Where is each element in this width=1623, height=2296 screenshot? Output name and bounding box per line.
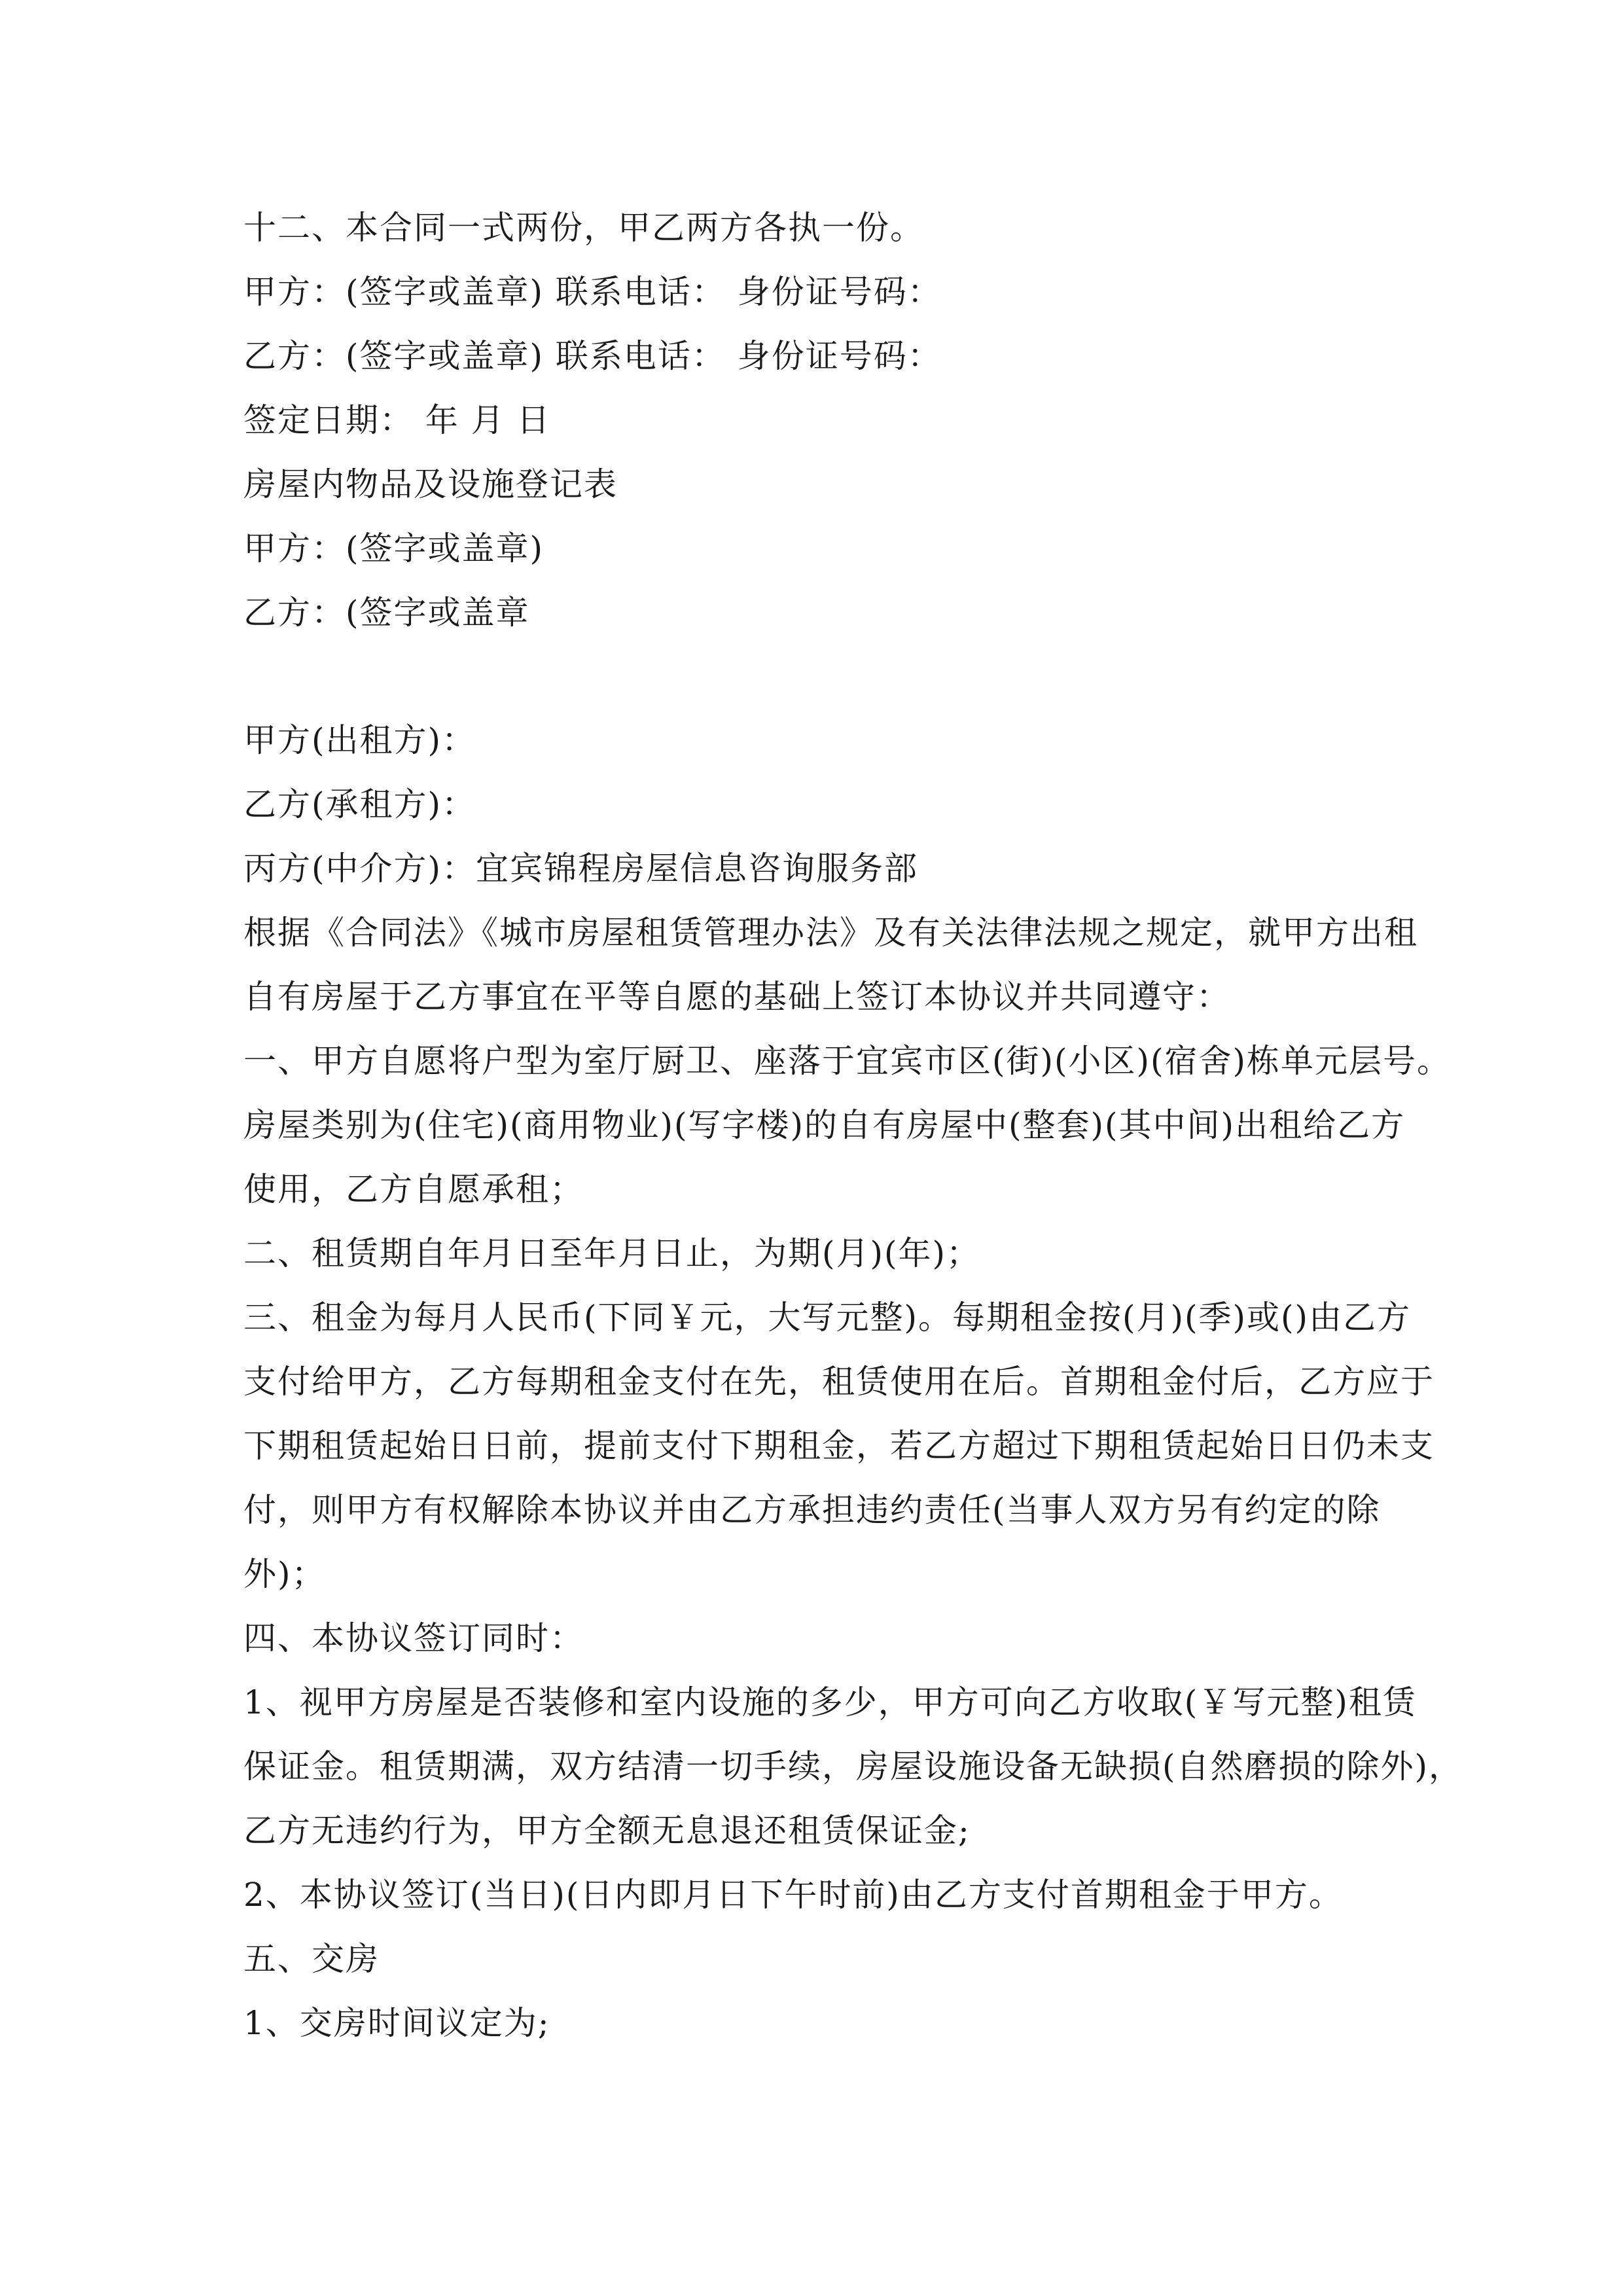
clause-4-1-line-1: 1、视甲方房屋是否装修和室内设施的多少，甲方可向乙方收取(￥写元整)租赁 <box>243 1683 1417 1721</box>
clause-4-2: 2、本协议签订(当日)(日内即月日下午时前)由乙方支付首期租金于甲方。 <box>243 1876 1343 1914</box>
clause-3-line-2: 支付给甲方，乙方每期租金支付在先，租赁使用在后。首期租金付后，乙方应于 <box>243 1363 1435 1401</box>
clause-3-line-3: 下期租赁起始日日前，提前支付下期租金，若乙方超过下期租赁起始日日仍未支 <box>243 1427 1435 1465</box>
clause-5-heading: 五、交房 <box>243 1940 380 1978</box>
agent-line: 丙方(中介方)：宜宾锦程房屋信息咨询服务部 <box>243 850 919 888</box>
closing-clause: 十二、本合同一式两份，甲乙两方各执一份。 <box>243 209 924 247</box>
inventory-party-b-signature: 乙方：(签字或盖章 <box>243 594 530 632</box>
lessor-line: 甲方(出租方)： <box>243 721 476 759</box>
clause-1-line-3: 使用，乙方自愿承租； <box>243 1170 584 1208</box>
clause-3-line-1: 三、租金为每月人民币(下同￥元，大写元整)。每期租金按(月)(季)或()由乙方 <box>243 1299 1412 1336</box>
preamble-line-2: 自有房屋于乙方事宜在平等自愿的基础上签订本协议并共同遵守： <box>243 978 1230 1016</box>
lessee-line: 乙方(承租方)： <box>243 785 476 823</box>
inventory-party-a-signature: 甲方：(签字或盖章) <box>243 529 544 567</box>
signing-date-line: 签定日期： 年 月 日 <box>243 401 551 439</box>
clause-5-1: 1、交房时间议定为; <box>243 2004 550 2042</box>
clause-1-line-2: 房屋类别为(住宅)(商用物业)(写字楼)的自有房屋中(整套)(其中间)出租给乙方 <box>243 1106 1406 1144</box>
clause-4-heading: 四、本协议签订同时： <box>243 1619 584 1657</box>
clause-1-line-1: 一、甲方自愿将户型为室厅厨卫、座落于宜宾市区(街)(小区)(宿舍)栋单元层号。 <box>243 1042 1452 1080</box>
preamble-line-1: 根据《合同法》《城市房屋租赁管理办法》及有关法律法规之规定，就甲方出租 <box>243 914 1418 952</box>
clause-4-1-line-3: 乙方无违约行为，甲方全额无息退还租赁保证金; <box>243 1812 971 1850</box>
clause-3-line-5: 外)； <box>243 1555 326 1593</box>
clause-2: 二、租赁期自年月日至年月日止，为期(月)(年)； <box>243 1234 981 1272</box>
inventory-table-title: 房屋内物品及设施登记表 <box>243 465 618 503</box>
party-a-signature-line: 甲方：(签字或盖章) 联系电话： 身份证号码： <box>243 273 942 311</box>
clause-4-1-line-2: 保证金。租赁期满，双方结清一切手续，房屋设施设备无缺损(自然磨损的除外)， <box>243 1748 1463 1785</box>
party-b-signature-line: 乙方：(签字或盖章) 联系电话： 身份证号码： <box>243 337 942 375</box>
clause-3-line-4: 付，则甲方有权解除本协议并由乙方承担违约责任(当事人双方另有约定的除 <box>243 1491 1381 1529</box>
